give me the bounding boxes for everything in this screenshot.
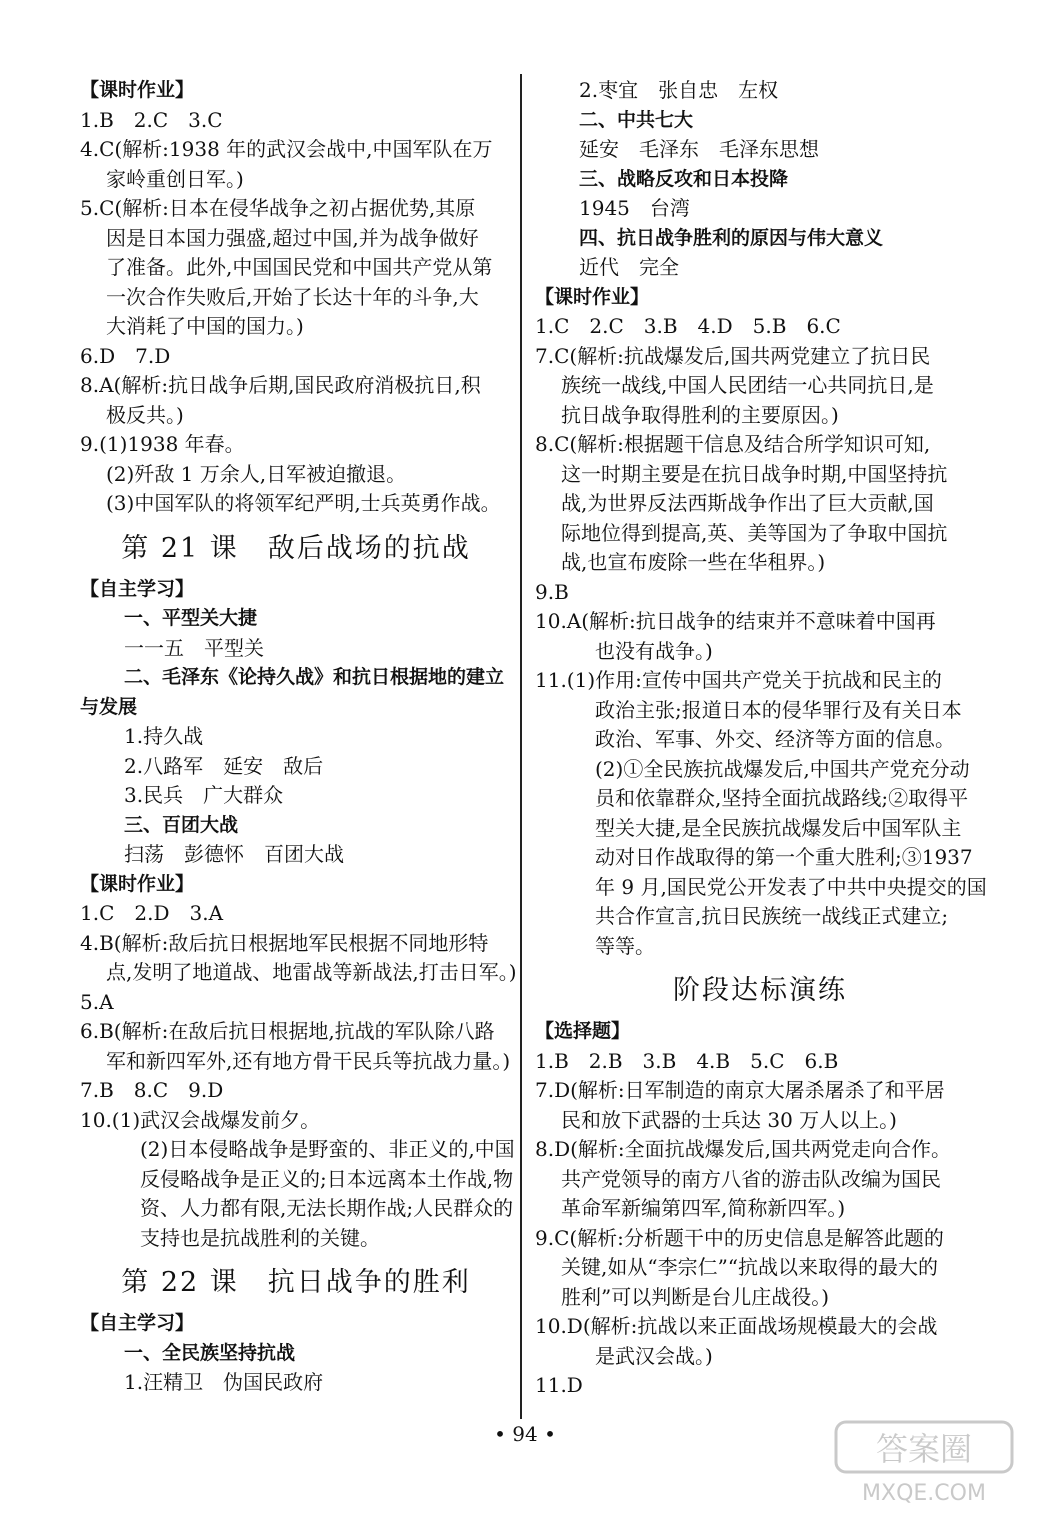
answer-line: 动对日作战取得的第一个重大胜利;③1937 xyxy=(595,845,973,869)
answer-line: 4.B(解析:敌后抗日根据地军民根据不同地形特 xyxy=(80,930,489,955)
page-number: • 94 • xyxy=(494,1422,556,1446)
answer-line: 1945 台湾 xyxy=(579,196,690,220)
answer-line: 2.枣宜 张自忠 左权 xyxy=(579,78,779,102)
answer-line: 9.C(解析:分析题干中的历史信息是解答此题的 xyxy=(535,1225,944,1250)
answer-line: 年 9 月,国民党公开发表了中共中央提交的国 xyxy=(595,874,987,899)
answer-line: 资、人力都有限,无法长期作战;人民群众的 xyxy=(140,1196,514,1220)
lesson-heading: 第 22 课 抗日战争的胜利 xyxy=(121,1267,471,1298)
column-divider xyxy=(520,74,522,1419)
section-heading: 二、毛泽东《论持久战》和抗日根据地的建立 xyxy=(124,666,505,688)
answer-line: 1.C 2.C 3.B 4.D 5.B 6.C xyxy=(535,314,841,338)
answer-line: 近代 完全 xyxy=(579,255,679,279)
answer-line: 因是日本国力强盛,超过中国,并为战争做好 xyxy=(106,225,479,250)
section-heading: 一、平型关大捷 xyxy=(124,607,258,629)
answer-line: 型关大捷,是全民族抗战爆发后中国军队主 xyxy=(595,815,962,840)
answer-line: 8.C(解析:根据题干信息及结合所学知识可知, xyxy=(535,432,931,456)
answer-line: 7.B 8.C 9.D xyxy=(80,1078,224,1102)
answer-line: 5.A xyxy=(80,989,114,1014)
lesson-heading: 第 21 课 敌后战场的抗战 xyxy=(121,532,471,564)
answer-line: 1.B 2.C 3.C xyxy=(80,107,223,132)
answer-line: 关键,如从“李宗仁”“抗战以来取得的最大的 xyxy=(561,1255,939,1279)
left-column xyxy=(80,76,517,1398)
section-heading: 【自主学习】 xyxy=(80,1312,195,1334)
answer-line: 1.B 2.B 3.B 4.B 5.C 6.B xyxy=(535,1048,839,1073)
answer-line: 革命军新编第四军,简称新四军。) xyxy=(561,1196,846,1220)
section-heading: 【自主学习】 xyxy=(80,577,195,600)
answer-line: 这一时期主要是在抗日战争时期,中国坚持抗 xyxy=(561,461,948,486)
answer-line: 战,也宣布废除一些在华租界。) xyxy=(561,550,826,574)
answer-line: 战,为世界反法西斯战争作出了巨大贡献,国 xyxy=(561,491,934,515)
section-heading: 四、抗日战争胜利的原因与伟大意义 xyxy=(579,226,884,249)
answer-line: 点,发明了地道战、地雷战等新战法,打击日军。) xyxy=(106,960,517,984)
answer-line: 际地位得到提高,英、美等国为了争取中国抗 xyxy=(561,520,948,545)
answer-line: 8.D(解析:全面抗战爆发后,国共两党走向合作。 xyxy=(535,1137,952,1161)
answer-line: 大消耗了中国的国力。) xyxy=(106,314,304,338)
answer-line: 极反共。) xyxy=(106,402,184,427)
answer-line: 共产党领导的南方八省的游击队改编为国民 xyxy=(561,1166,941,1191)
answer-line: 族统一战线,中国人民团结一心共同抗日,是 xyxy=(561,373,934,397)
svg-text:MXQE.COM: MXQE.COM xyxy=(862,1481,986,1506)
answer-line: 6.B(解析:在敌后抗日根据地,抗战的军队除八路 xyxy=(80,1019,495,1043)
answer-line: 扫荡 彭德怀 百团大战 xyxy=(124,842,344,866)
answer-line: 2.八路军 延安 敌后 xyxy=(124,753,324,778)
answer-line: 1.汪精卫 伪国民政府 xyxy=(124,1370,324,1394)
answer-line: 7.D(解析:日军制造的南京大屠杀屠杀了和平居 xyxy=(535,1078,945,1102)
answer-line: 一一五 平型关 xyxy=(124,635,264,660)
answer-line: 延安 毛泽东 毛泽东思想 xyxy=(579,137,819,161)
answer-line: 也没有战争。) xyxy=(595,638,713,663)
answer-line: 家岭重创日军。) xyxy=(106,166,244,191)
answer-line: (2)①全民族抗战爆发后,中国共产党充分动 xyxy=(595,756,970,781)
answer-line: 11.(1)作用:宣传中国共产党关于抗战和民主的 xyxy=(535,668,942,692)
answer-line: 10.(1)武汉会战爆发前夕。 xyxy=(80,1107,321,1132)
section-heading: 【课时作业】 xyxy=(80,872,195,895)
answer-line: 10.D(解析:抗战以来正面战场规模最大的会战 xyxy=(535,1314,938,1338)
lesson-heading: 阶段达标演练 xyxy=(673,975,847,1006)
svg-text:答案圈: 答案圈 xyxy=(875,1430,973,1468)
answer-line: 8.A(解析:抗日战争后期,国民政府消极抗日,积 xyxy=(80,373,481,397)
section-heading: 【课时作业】 xyxy=(535,285,650,308)
answer-line: 了准备。此外,中国国民党和中国共产党从第 xyxy=(106,255,493,279)
section-heading: 一、全民族坚持抗战 xyxy=(124,1341,296,1364)
answer-line: 是武汉会战。) xyxy=(595,1343,713,1368)
answer-line: 政治主张;报道日本的侵华罪行及有关日本 xyxy=(595,697,962,722)
answer-line: 等等。 xyxy=(595,933,655,958)
answer-line: 10.A(解析:抗日战争的结束并不意味着中国再 xyxy=(535,609,936,633)
section-heading: 与发展 xyxy=(80,695,138,718)
answer-line: 6.D 7.D xyxy=(80,343,171,368)
answer-line: 共合作宣言,抗日民族统一战线正式建立; xyxy=(595,904,949,928)
answer-line: 4.C(解析:1938 年的武汉会战中,中国军队在万 xyxy=(80,137,493,161)
section-heading: 【课时作业】 xyxy=(80,79,195,101)
answer-line: 一次合作失败后,开始了长达十年的斗争,大 xyxy=(106,284,479,309)
answer-line: (2)歼敌 1 万余人,日军被迫撤退。 xyxy=(106,461,407,486)
answer-line: 3.民兵 广大群众 xyxy=(124,783,284,807)
answer-line: 政治、军事、外交、经济等方面的信息。 xyxy=(595,727,955,751)
section-heading: 三、百团大战 xyxy=(124,813,239,836)
answer-line: 1.持久战 xyxy=(124,724,204,748)
answer-line: 军和新四军外,还有地方骨干民兵等抗战力量。) xyxy=(106,1048,511,1073)
answer-line: 胜利”可以判断是台儿庄战役。) xyxy=(561,1284,830,1309)
answer-line: 支持也是抗战胜利的关键。 xyxy=(140,1225,380,1250)
answer-line: 民和放下武器的士兵达 30 万人以上。) xyxy=(561,1107,897,1132)
section-heading: 三、战略反攻和日本投降 xyxy=(579,167,789,190)
answer-line: (2)日本侵略战争是野蛮的、非正义的,中国 xyxy=(140,1137,515,1161)
answer-line: 9.B xyxy=(535,579,569,604)
answer-line: 员和依靠群众,坚持全面抗战路线;②取得平 xyxy=(595,786,969,810)
section-heading: 【选择题】 xyxy=(535,1020,631,1042)
watermark-logo xyxy=(834,1420,1014,1506)
answer-line: 抗日战争取得胜利的主要原因。) xyxy=(561,402,839,427)
answer-line: 反侵略战争是正义的;日本远离本土作战,物 xyxy=(140,1166,514,1191)
answer-line: 7.C(解析:抗战爆发后,国共两党建立了抗日民 xyxy=(535,343,931,368)
answer-line: 9.(1)1938 年春。 xyxy=(80,432,245,456)
answer-line: 5.C(解析:日本在侵华战争之初占据优势,其原 xyxy=(80,196,476,220)
section-heading: 二、中共七大 xyxy=(579,108,694,131)
answer-line: 11.D xyxy=(535,1373,583,1397)
answer-line: (3)中国军队的将领军纪严明,士兵英勇作战。 xyxy=(106,491,501,515)
answer-line: 1.C 2.D 3.A xyxy=(80,901,224,925)
right-column xyxy=(535,76,985,1401)
